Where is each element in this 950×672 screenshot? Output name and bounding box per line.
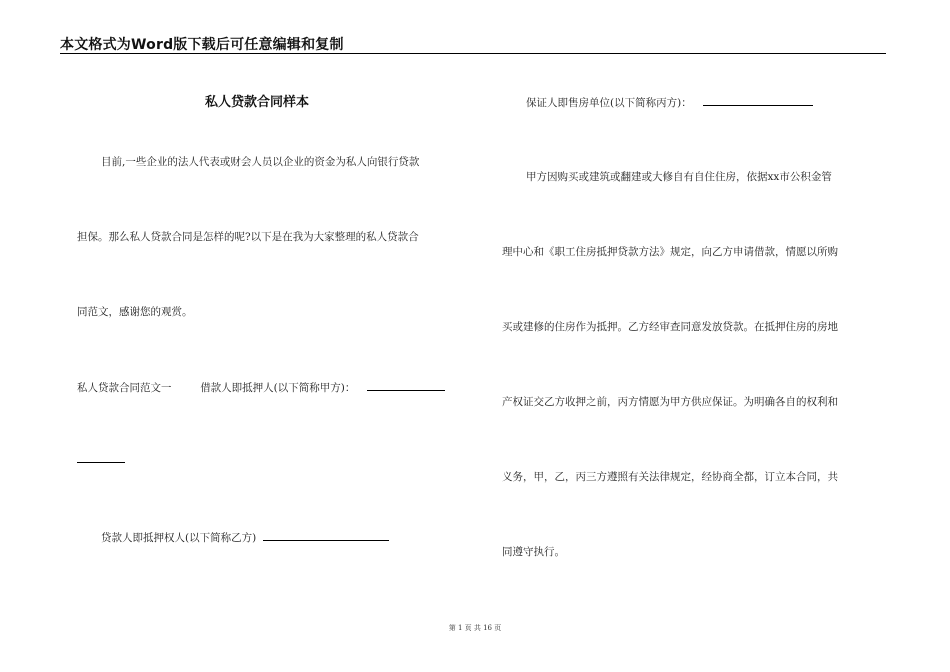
party-a-blank [367,380,445,391]
right-paragraph-line-1: 甲方因购买或建筑或翻建或大修自有自住住房，依据xx市公积金管 [526,171,832,183]
party-a-label: 借款人即抵押人(以下简称甲方)： [200,382,356,394]
header-divider [60,53,886,54]
left-party-a-line [77,380,445,395]
party-b-blank [263,530,389,541]
right-paragraph-line-5: 义务，甲，乙，丙三方遵照有关法律规定，经协商全都，订立本合同，共 [502,471,838,483]
party-b-line [101,530,389,545]
right-paragraph-line-3: 买或建修的住房作为抵押。乙方经审查同意发放贷款。在抵押住房的房地 [502,321,838,333]
party-a-blank-continued [77,462,125,463]
right-paragraph-line-6: 同遵守执行。 [502,546,565,558]
document-title: 私人贷款合同样本 [205,95,310,110]
left-paragraph-line-2: 担保。那么私人贷款合同是怎样的呢?以下是在我为大家整理的私人贷款合 [77,231,419,243]
right-paragraph-line-4: 产权证交乙方收押之前，丙方情愿为甲方供应保证。为明确各自的权利和 [502,396,838,408]
party-c-line [526,95,813,110]
left-paragraph-line-3: 同范文，感谢您的观赏。 [77,306,193,318]
page-number: 第 1 页 共 16 页 [448,624,502,632]
document-banner: 本文格式为Word版下载后可任意编辑和复制 [60,37,344,53]
party-c-label: 保证人即售房单位(以下简称丙方)： [526,97,692,109]
right-paragraph-line-2: 理中心和《职工住房抵押贷款方法》规定，向乙方申请借款，情愿以所购 [502,246,838,258]
left-paragraph-line-1: 目前,一些企业的法人代表或财会人员以企业的资金为私人向银行贷款 [101,156,420,168]
party-c-blank [703,95,813,106]
sample-heading: 私人贷款合同范文一 [77,382,172,394]
party-b-label: 贷款人即抵押权人(以下简称乙方) [101,532,257,544]
